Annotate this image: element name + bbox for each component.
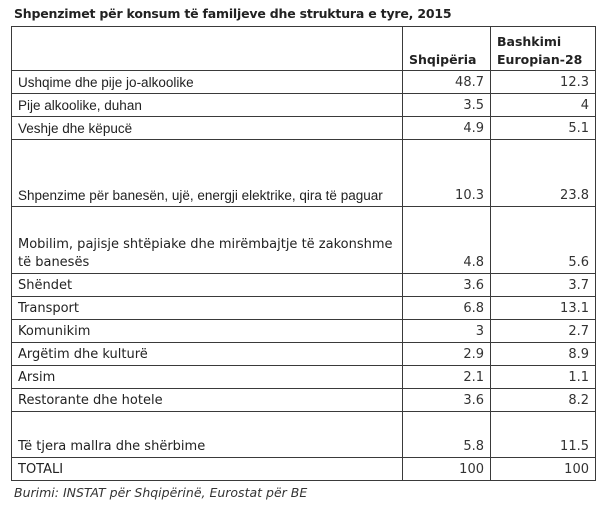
eu28-value: 3.7 <box>491 274 596 297</box>
row-label: Transport <box>12 297 403 320</box>
row-label: Ushqime dhe pije jo-alkoolike <box>12 71 403 94</box>
row-label: Arsim <box>12 366 403 389</box>
albania-value: 5.8 <box>403 412 491 458</box>
eu28-value: 11.5 <box>491 412 596 458</box>
eu28-value: 1.1 <box>491 366 596 389</box>
header-albania: Shqipëria <box>403 27 491 71</box>
consumption-table <box>11 26 596 481</box>
eu28-value: 8.2 <box>491 389 596 412</box>
albania-value: 6.8 <box>403 297 491 320</box>
row-label: Restorante dhe hotele <box>12 389 403 412</box>
header-category <box>12 27 403 71</box>
row-label: Pije alkoolike, duhan <box>12 94 403 117</box>
row-label: Mobilim, pajisje shtëpiake dhe mirëmbajtje të zakonshme të banesës <box>12 207 403 274</box>
header-eu28: Bashkimi Europian-28 <box>491 27 596 71</box>
albania-value: 48.7 <box>403 71 491 94</box>
row-label: TOTALI <box>12 458 403 481</box>
eu28-value: 100 <box>491 458 596 481</box>
row-label: Shpenzime për banesën, ujë, energji elektrike, qira të paguar <box>12 140 403 207</box>
table-row-total <box>12 458 596 481</box>
row-label: Argëtim dhe kulturë <box>12 343 403 366</box>
table-row <box>12 320 596 343</box>
table-row <box>12 117 596 140</box>
row-label: Të tjera mallra dhe shërbime <box>12 412 403 458</box>
albania-value: 100 <box>403 458 491 481</box>
albania-value: 4.9 <box>403 117 491 140</box>
eu28-value: 5.6 <box>491 207 596 274</box>
source-note: Burimi: INSTAT për Shqipërinë, Eurostat për BE <box>14 485 308 500</box>
eu28-value: 12.3 <box>491 71 596 94</box>
eu28-value: 2.7 <box>491 320 596 343</box>
table-title: Shpenzimet për konsum të familjeve dhe struktura e tyre, 2015 <box>14 6 452 21</box>
albania-value: 3 <box>403 320 491 343</box>
albania-value: 3.6 <box>403 389 491 412</box>
albania-value: 10.3 <box>403 140 491 207</box>
eu28-value: 4 <box>491 94 596 117</box>
row-label: Shëndet <box>12 274 403 297</box>
table-row <box>12 94 596 117</box>
table-header-row <box>12 27 596 71</box>
table-row <box>12 366 596 389</box>
eu28-value: 5.1 <box>491 117 596 140</box>
albania-value: 2.9 <box>403 343 491 366</box>
albania-value: 3.6 <box>403 274 491 297</box>
table-row <box>12 343 596 366</box>
eu28-value: 23.8 <box>491 140 596 207</box>
table-row <box>12 412 596 458</box>
table-row <box>12 274 596 297</box>
eu28-value: 8.9 <box>491 343 596 366</box>
table-row <box>12 71 596 94</box>
albania-value: 3.5 <box>403 94 491 117</box>
table-row <box>12 140 596 207</box>
table-row <box>12 297 596 320</box>
albania-value: 4.8 <box>403 207 491 274</box>
table-row <box>12 389 596 412</box>
row-label: Veshje dhe këpucë <box>12 117 403 140</box>
eu28-value: 13.1 <box>491 297 596 320</box>
row-label: Komunikim <box>12 320 403 343</box>
table-row <box>12 207 596 274</box>
albania-value: 2.1 <box>403 366 491 389</box>
